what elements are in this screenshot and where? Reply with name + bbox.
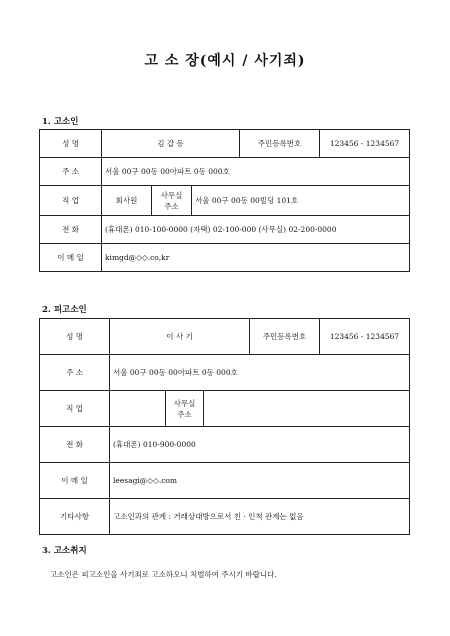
accused-row-email: [40, 463, 410, 499]
office-label-line1: 사무실: [160, 190, 183, 200]
accused-phone: (휴대폰) 010-900-0000: [110, 427, 410, 463]
phone-label: 전 화: [40, 427, 110, 463]
purpose-text: 고소인은 피고소인을 사기죄로 고소하오니 처벌하여 주시기 바랍니다.: [50, 570, 277, 579]
complainant-address: 서울 00구 00동 00아파트 0동 000호: [102, 158, 410, 186]
email-label: 이 메 일: [40, 244, 102, 272]
job-label: 직 업: [40, 391, 110, 427]
name-label: 성 명: [40, 130, 102, 158]
address-label: 주 소: [40, 158, 102, 186]
accused-job: [110, 391, 166, 427]
complainant-row-name: [40, 130, 410, 158]
office-label-line2: 주소: [164, 201, 179, 211]
complainant-row-address: [40, 158, 410, 186]
accused-row-address: [40, 355, 410, 391]
email-label: 이 메 일: [40, 463, 110, 499]
complainant-row-phone: [40, 216, 410, 244]
complainant-phone: (휴대폰) 010-100-0000 (자택) 02-100-000 (사무실) 02-200-0000: [102, 216, 410, 244]
rrn-label: 주민등록번호: [240, 130, 320, 158]
document-title: 고 소 장(예시 / 사기죄): [144, 53, 306, 69]
accused-row-job: [40, 391, 410, 427]
complainant-job: 회사원: [102, 186, 152, 216]
other-label: 기타사항: [40, 499, 110, 535]
accused-row-phone: [40, 427, 410, 463]
office-address-label: [152, 186, 192, 216]
rrn-label: 주민등록번호: [250, 319, 320, 355]
phone-label: 전 화: [40, 216, 102, 244]
office-label-line1: 사무실: [173, 398, 196, 408]
section-purpose-heading: 3. 고소취지: [42, 546, 87, 556]
accused-name: 이 사 기: [110, 319, 250, 355]
accused-email: leesagi@◇◇.com: [110, 463, 410, 499]
accused-rrn: 123456 - 1234567: [320, 319, 410, 355]
complainant-table: [39, 129, 410, 272]
accused-address: 서울 00구 00동 00아파트 0동 000호: [110, 355, 410, 391]
accused-row-other: [40, 499, 410, 535]
complainant-office-address: 서울 00구 00동 00빌딩 101호: [192, 186, 410, 216]
accused-table: [39, 318, 410, 535]
accused-other: 고소인과의 관계 : 거래상대방으로서 친 · 인척 관계는 없음: [110, 499, 410, 535]
section-accused-heading: 2. 피고소인: [42, 305, 87, 315]
name-label: 성 명: [40, 319, 110, 355]
job-label: 직 업: [40, 186, 102, 216]
complainant-row-job: [40, 186, 410, 216]
office-address-label: [166, 391, 204, 427]
complainant-row-email: [40, 244, 410, 272]
address-label: 주 소: [40, 355, 110, 391]
complainant-email: kimgd@◇◇.co,kr: [102, 244, 410, 272]
complainant-name: 김 갑 동: [102, 130, 240, 158]
accused-office-address: [204, 391, 410, 427]
office-label-line2: 주소: [177, 409, 192, 419]
complainant-rrn: 123456 - 1234567: [320, 130, 410, 158]
accused-row-name: [40, 319, 410, 355]
section-complainant-heading: 1. 고소인: [42, 117, 79, 127]
